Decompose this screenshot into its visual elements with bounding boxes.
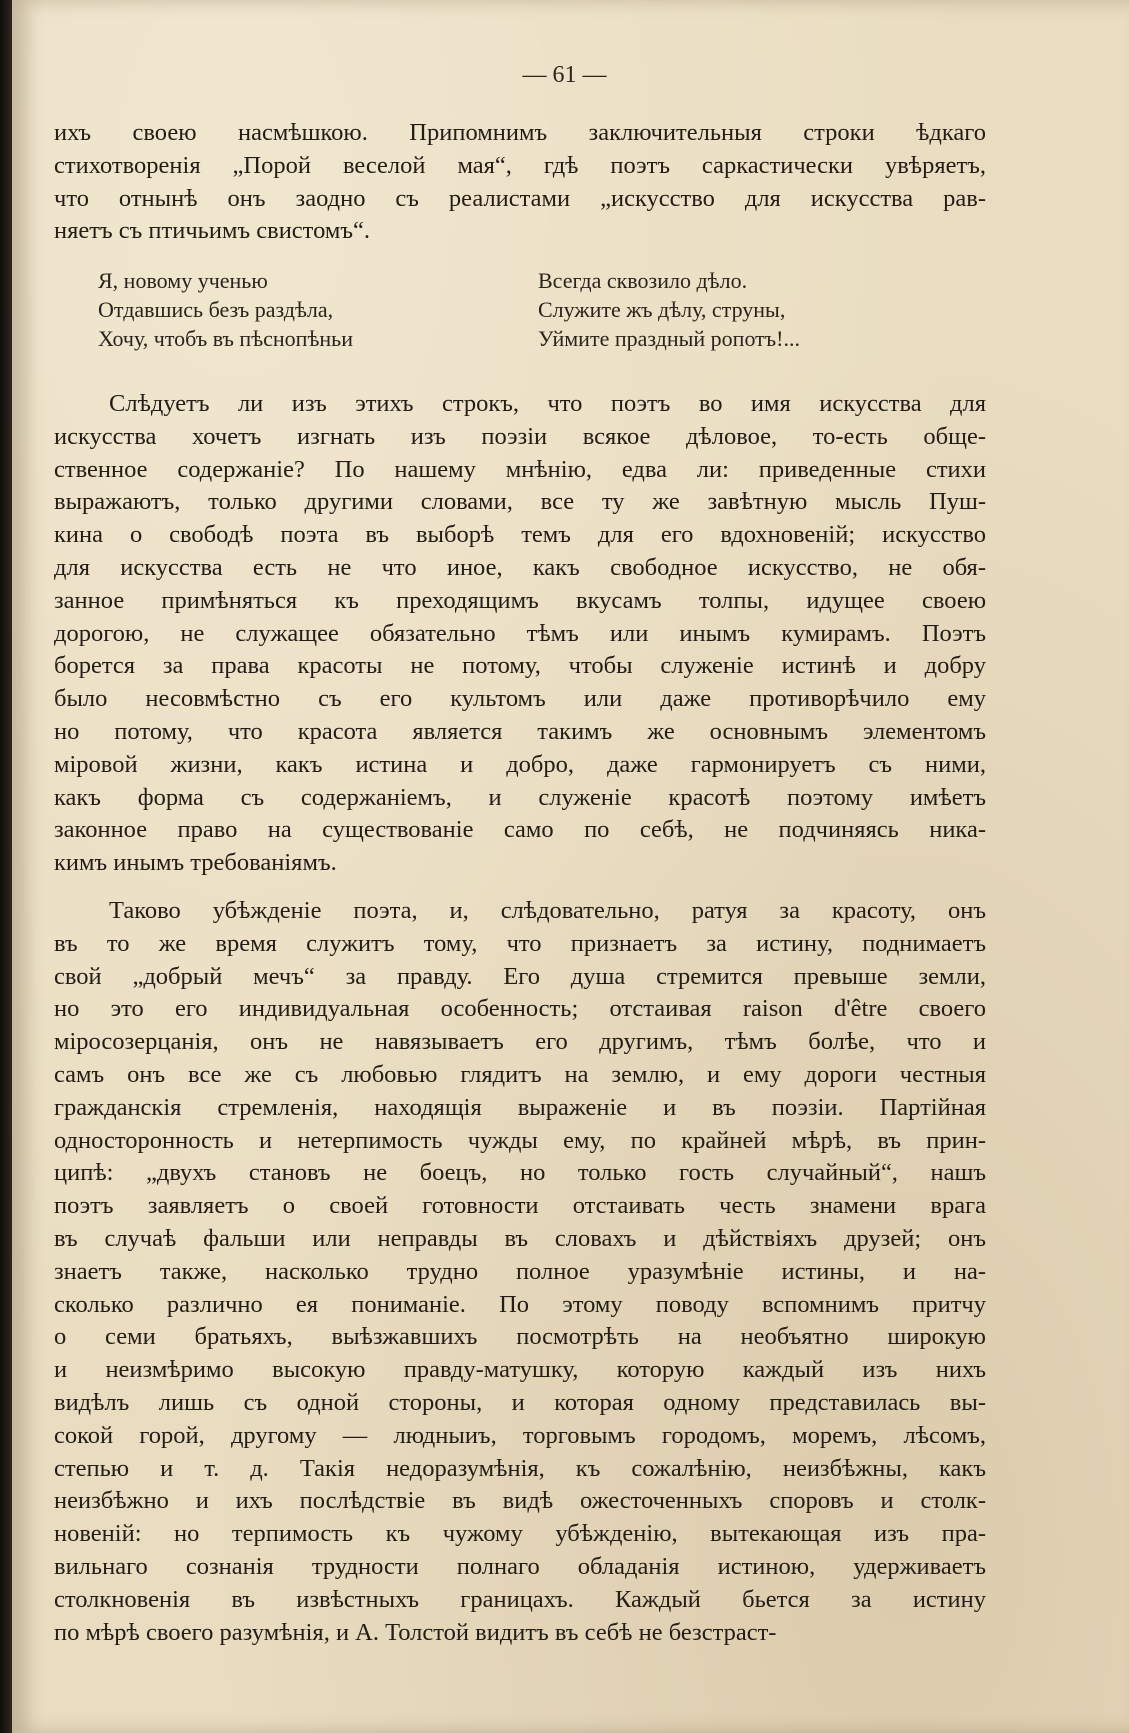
text-line: ственное содержаніе? По нашему мнѣнію, едва ли: приведенные стихи (54, 455, 986, 483)
text-line: въ то же время служитъ тому, что признаетъ за истину, поднимаетъ (54, 929, 986, 957)
text-line: но это его индивидуальная особенность; отстаивая raison d'être своего (54, 995, 986, 1023)
verse-line: Служите жъ дѣлу, струны, (538, 297, 786, 322)
text-line: новеній: но терпимость къ чужому убѣжденію, вытекающая изъ пра- (54, 1520, 986, 1548)
text-line: міросозерцанія, онъ не навязываетъ его другимъ, тѣмъ болѣе, что и (54, 1028, 986, 1056)
verse-line: Уймите праздный ропотъ!... (538, 326, 800, 351)
verse-column-right (538, 266, 800, 353)
text-line: ципѣ: „двухъ становъ не боецъ, но только гость случайный“, нашъ (54, 1159, 986, 1187)
text-line: но потому, что красота является такимъ же основнымъ элементомъ (54, 717, 986, 745)
text-line: поэтъ заявляетъ о своей готовности отстаивать честь знамени врага (54, 1192, 986, 1220)
text-line: кина о свободѣ поэта въ выборѣ темъ для его вдохновеній; искусство (54, 521, 986, 549)
text-line: дорогою, не служащее обязательно тѣмъ или инымъ кумирамъ. Поэтъ (54, 619, 986, 647)
text-line: ихъ своею насмѣшкою. Припомнимъ заключительныя строки ѣдкаго (54, 119, 986, 146)
book-spine-shadow (0, 0, 12, 1733)
text-line: для искусства есть не что иное, какъ свободное искусство, не обя- (54, 553, 986, 581)
text-line: что отнынѣ онъ заодно съ реалистами „искусство для искусства рав- (54, 184, 986, 212)
text-line: выражаютъ, только другими словами, все ту же завѣтную мысль Пуш- (54, 488, 986, 516)
text-line: искусства хочетъ изгнать изъ поэзіи всякое дѣловое, то-есть обще- (54, 422, 986, 450)
text-line: кимъ инымъ требованіямъ. (54, 849, 337, 877)
text-line: какъ форма съ содержаніемъ, и служеніе красотѣ поэтому имѣетъ (54, 783, 986, 811)
paragraph-2 (54, 895, 986, 1649)
text-line: неизбѣжно и ихъ послѣдствіе въ видѣ ожесточенныхъ споровъ и столк- (54, 1487, 986, 1515)
text-line: и неизмѣримо высокую правду-матушку, которую каждый изъ нихъ (54, 1356, 986, 1384)
text-line: Слѣдуетъ ли изъ этихъ строкъ, что поэтъ во имя искусства для (109, 390, 986, 417)
text-line: законное право на существованіе само по себѣ, не подчиняясь ника- (54, 816, 986, 844)
text-line: знаетъ также, насколько трудно полное уразумѣніе истины, и на- (54, 1257, 986, 1285)
text-line: о семи братьяхъ, выѣзжавшихъ посмотрѣть на необъятно широкую (54, 1323, 986, 1351)
text-line: стихотворенія „Порой веселой мая“, гдѣ поэтъ саркастически увѣряетъ, (54, 151, 986, 179)
text-line: міровой жизни, какъ истина и добро, даже гармонируетъ съ ними, (54, 750, 986, 778)
text-line: односторонность и нетерпимость чужды ему, по крайней мѣрѣ, въ прин- (54, 1126, 986, 1154)
verse-column-left (98, 266, 353, 353)
text-line: гражданскія стремленія, находящія выраженіе и въ поэзіи. Партійная (54, 1093, 986, 1121)
page-number: — 61 — (522, 62, 607, 88)
verse-line: Хочу, чтобъ въ пѣснопѣньи (98, 326, 353, 351)
text-line: столкновенія въ извѣстныхъ границахъ. Каждый бьется за истину (54, 1585, 986, 1613)
text-line: няетъ съ птичьимъ свистомъ“. (54, 217, 371, 245)
verse-line: Всегда сквозило дѣло. (538, 268, 748, 293)
text-line: свой „добрый мечъ“ за правду. Его душа стремится превыше земли, (54, 962, 986, 990)
text-line: по мѣрѣ своего разумѣнія, и А. Толстой видитъ въ себѣ не безстраст- (54, 1618, 777, 1646)
intro-paragraph (54, 117, 986, 248)
text-line: Таково убѣжденіе поэта, и, слѣдовательно, ратуя за красоту, онъ (109, 897, 986, 924)
text-line: сокой горой, другому — людныиъ, торговымъ городомъ, моремъ, лѣсомъ, (54, 1421, 986, 1449)
text-line: видѣлъ лишь съ одной стороны, и которая одному представилась вы- (54, 1388, 986, 1416)
text-line: сколько различно ея пониманіе. По этому поводу вспомнимъ притчу (54, 1290, 986, 1318)
text-line: было несовмѣстно съ его культомъ или даже противорѣчило ему (54, 685, 986, 713)
text-line: степью и т. д. Такія недоразумѣнія, къ сожалѣнію, неизбѣжны, какъ (54, 1454, 986, 1482)
text-line: въ случаѣ фальши или неправды въ словахъ и дѣйствіяхъ друзей; онъ (54, 1224, 986, 1252)
text-line: борется за права красоты не потому, чтобы служеніе истинѣ и добру (54, 652, 986, 680)
text-line: занное примѣняться къ преходящимъ вкусамъ толпы, идущее своею (54, 586, 986, 614)
verse-line: Отдавшись безъ раздѣла, (98, 297, 334, 322)
text-line: самъ онъ все же съ любовью глядитъ на землю, и ему дороги честныя (54, 1060, 986, 1088)
verse-line: Я, новому ученью (98, 268, 268, 293)
paragraph-1 (54, 388, 986, 880)
text-line: вильнаго сознанія трудности полнаго обладанія истиною, удерживаетъ (54, 1552, 986, 1580)
